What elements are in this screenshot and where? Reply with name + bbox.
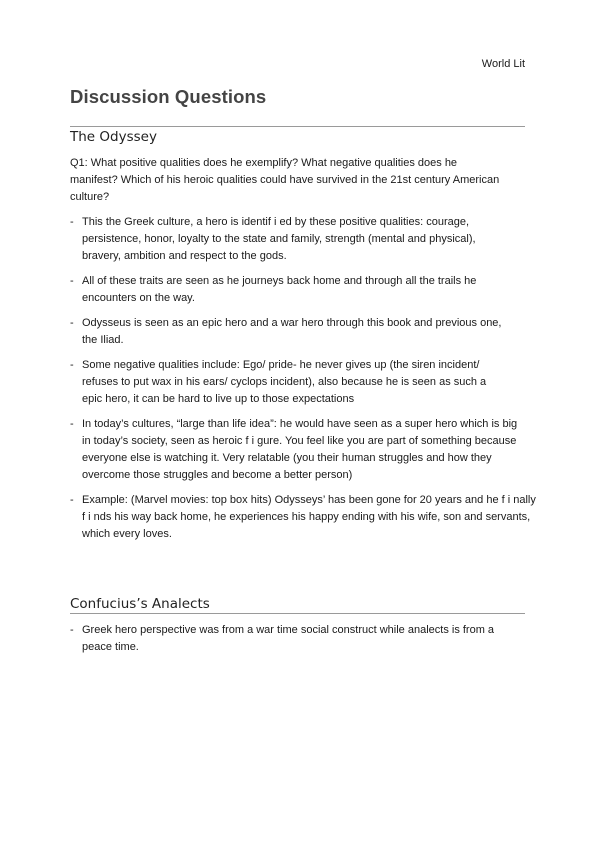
bullet-list [70, 622, 525, 656]
section-heading: Confucius’s Analects [70, 596, 210, 612]
list-item [70, 315, 507, 349]
section-analects [70, 596, 525, 656]
bullet-marker: - [70, 359, 74, 371]
bullet-text: This the Greek culture, a hero is identif i ed by these positive qualities: courage, persistence, honor, loyalty to the state and family, strength (mental and physical), bravery, ambition and respect to the gods. [82, 216, 476, 262]
bullet-marker: - [70, 624, 74, 636]
bullet-text: All of these traits are seen as he journeys back home and through all the trails he encounters on the way. [82, 275, 477, 304]
course-label: World Lit [481, 58, 525, 70]
bullet-text: Some negative qualities include: Ego/ pride- he never gives up (the siren incident/ refuses to put wax in his ears/ cyclops incident), also because he is seen as such a epic hero, it can be hard to live up to those expectations [82, 359, 487, 405]
bullet-marker: - [70, 418, 74, 430]
bullet-marker: - [70, 494, 74, 506]
bullet-text: Odysseus is seen as an epic hero and a war hero through this book and previous one, the Iliad. [82, 317, 502, 346]
list-item [70, 357, 507, 408]
list-item [70, 622, 522, 656]
list-item [70, 416, 527, 484]
section-odyssey [70, 126, 536, 543]
list-item [70, 214, 507, 265]
bullet-marker: - [70, 317, 74, 329]
question-text: Q1: What positive qualities does he exemplify? What negative qualities does he manifest? Which of his heroic qualities could have survived in the 21st century American culture? [70, 157, 500, 203]
bullet-text: In today’s cultures, “large than life idea”: he would have seen as a super hero which is big in today’s society, seen as heroic f i gure. You feel like you are part of something because everyone else is watching it. Very relatable (you their human struggles and how they overcome those struggles and become a better person) [82, 418, 518, 481]
list-item [70, 273, 507, 307]
document-title: Discussion Questions [70, 86, 267, 107]
bullet-text: Example: (Marvel movies: top box hits) Odysseys’ has been gone for 20 years and he f i nally f i nds his way back home, he experiences his happy ending with his wife, son and servants, which every loves. [82, 494, 536, 540]
section-divider [70, 613, 525, 614]
bullet-marker: - [70, 216, 74, 228]
list-item [70, 492, 537, 543]
bullet-marker: - [70, 275, 74, 287]
bullet-text: Greek hero perspective was from a war time social construct while analects is from a peace time. [82, 624, 495, 653]
bullet-list [70, 214, 536, 543]
section-heading: The Odyssey [70, 129, 157, 145]
section-divider [70, 126, 525, 127]
